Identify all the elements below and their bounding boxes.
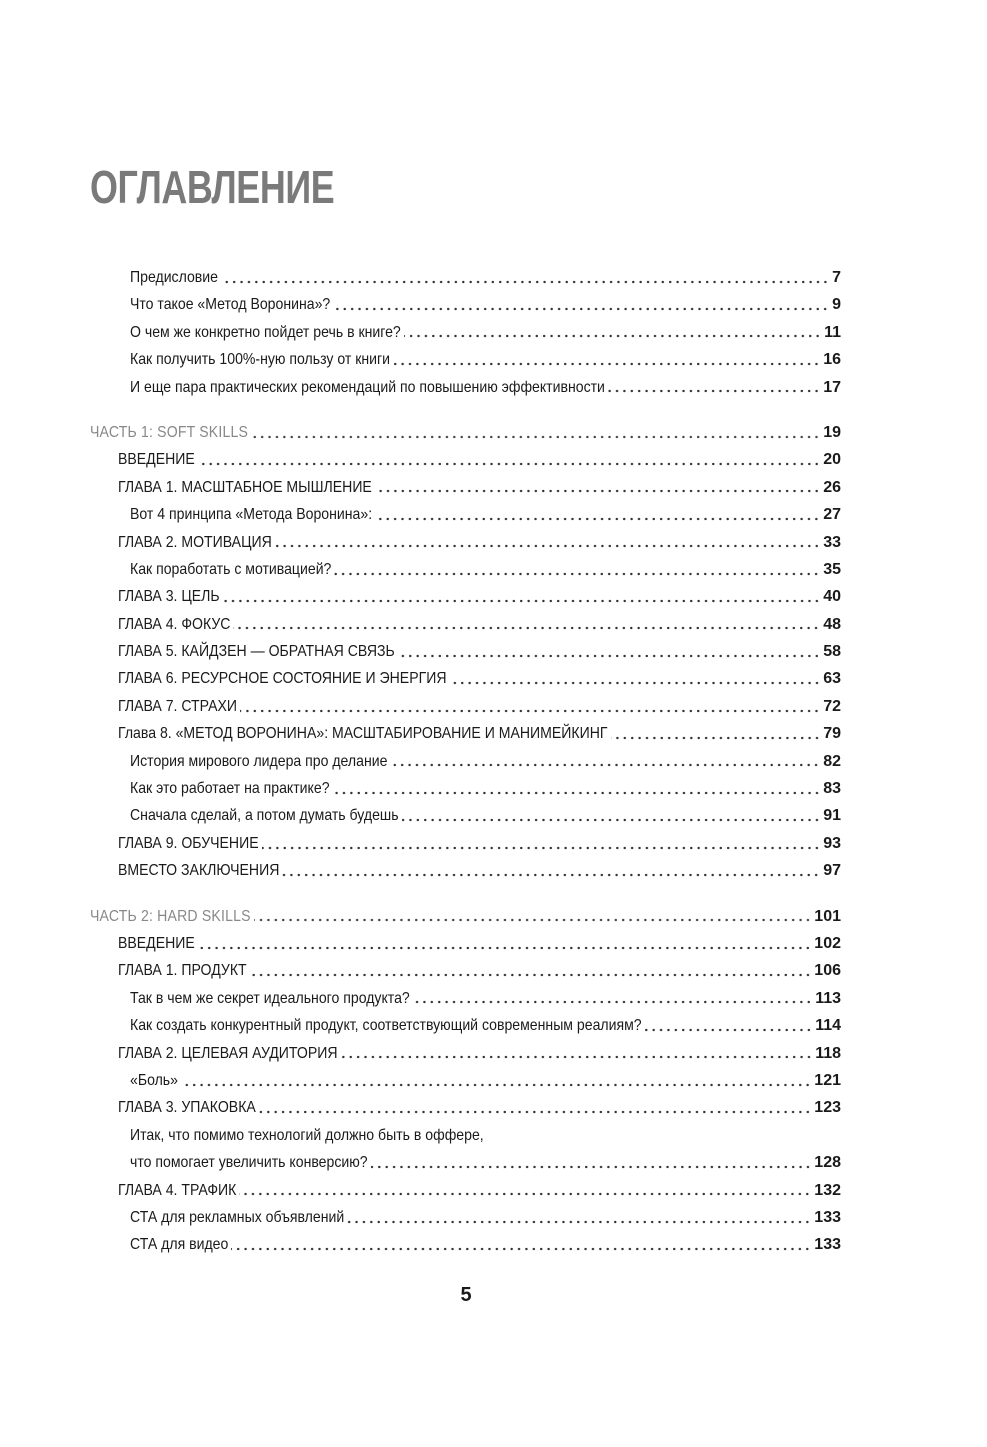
entry-title: ГЛАВА 4. ФОКУС bbox=[118, 615, 231, 633]
toc-entry[interactable] bbox=[90, 474, 841, 501]
toc-entry[interactable] bbox=[90, 583, 841, 610]
entry-page: 93 bbox=[823, 834, 841, 852]
entry-title: Как поработать с мотивацией? bbox=[130, 560, 332, 578]
toc-entry[interactable] bbox=[90, 930, 841, 957]
toc-entry[interactable] bbox=[90, 1094, 841, 1121]
entry-page: 83 bbox=[823, 780, 841, 798]
dot-leader bbox=[341, 1055, 813, 1059]
entry-title: Итак, что помимо технологий должно быть в оффере, bbox=[130, 1126, 484, 1144]
toc-entry[interactable] bbox=[90, 529, 841, 556]
toc-entry[interactable] bbox=[90, 446, 841, 473]
dot-leader bbox=[371, 1165, 812, 1169]
entry-title: О чем же конкретно пойдет речь в книге? bbox=[130, 323, 401, 341]
entry-page: 11 bbox=[824, 323, 841, 341]
dot-leader bbox=[250, 973, 812, 977]
entry-title: ЧАСТЬ 2: HARD SKILLS bbox=[90, 907, 251, 925]
dot-leader bbox=[198, 462, 820, 466]
dot-leader bbox=[611, 736, 821, 740]
entry-page: 63 bbox=[823, 670, 841, 688]
toc-entry[interactable] bbox=[90, 802, 841, 829]
entry-title: ГЛАВА 1. ПРОДУКТ bbox=[118, 962, 247, 980]
entry-page: 133 bbox=[814, 1236, 841, 1254]
dot-leader bbox=[198, 946, 812, 950]
dot-leader bbox=[375, 517, 820, 521]
page-title: ОГЛАВЛЕНИЕ bbox=[90, 161, 335, 213]
entry-title: СТА для видео bbox=[130, 1236, 229, 1254]
entry-page: 27 bbox=[823, 506, 841, 524]
entry-title: ГЛАВА 5. КАЙДЗЕН — ОБРАТНАЯ СВЯЗЬ bbox=[118, 643, 395, 661]
entry-page: 133 bbox=[814, 1208, 841, 1226]
entry-page: 97 bbox=[823, 862, 841, 880]
dot-leader bbox=[404, 334, 821, 338]
page-number: 5 bbox=[460, 1284, 472, 1306]
toc-part[interactable] bbox=[90, 903, 841, 930]
toc-entry[interactable] bbox=[90, 1040, 841, 1067]
entry-page: 48 bbox=[823, 615, 841, 633]
entry-title: ГЛАВА 9. ОБУЧЕНИЕ bbox=[118, 834, 259, 852]
entry-title: ВМЕСТО ЗАКЛЮЧЕНИЯ bbox=[118, 862, 280, 880]
entry-page: 118 bbox=[815, 1044, 841, 1062]
dot-leader bbox=[413, 1000, 812, 1004]
entry-title: Предисловие bbox=[130, 269, 218, 286]
toc-section bbox=[90, 264, 841, 401]
entry-title: ГЛАВА 6. РЕСУРСНОЕ СОСТОЯНИЕ И ЭНЕРГИЯ bbox=[118, 670, 447, 688]
entry-page: 58 bbox=[823, 643, 841, 661]
entry-page: 17 bbox=[823, 378, 841, 396]
entry-title-continuation: что помогает увеличить конверсию? bbox=[130, 1154, 368, 1172]
entry-title: Что такое «Метод Воронина»? bbox=[130, 296, 331, 314]
entry-title: Как получить 100%-ную пользу от книги bbox=[130, 351, 391, 369]
entry-page: 9 bbox=[832, 296, 841, 314]
entry-page: 7 bbox=[832, 269, 841, 286]
toc-part[interactable] bbox=[90, 419, 841, 446]
entry-page: 72 bbox=[823, 697, 841, 715]
dot-leader bbox=[390, 763, 820, 767]
toc-entry[interactable] bbox=[90, 611, 841, 638]
entry-page: 20 bbox=[823, 451, 841, 469]
dot-leader bbox=[333, 791, 821, 795]
toc-entry[interactable] bbox=[90, 665, 841, 692]
entry-title: ГЛАВА 2. МОТИВАЦИЯ bbox=[118, 533, 272, 551]
entry-title: И еще пара практических рекомендаций по повышению эффективности bbox=[130, 378, 605, 396]
entry-page: 123 bbox=[814, 1099, 841, 1117]
entry-page: 82 bbox=[823, 752, 841, 770]
dot-leader bbox=[393, 362, 820, 366]
entry-page: 113 bbox=[815, 989, 841, 1007]
entry-page: 35 bbox=[823, 560, 841, 578]
entry-page: 128 bbox=[814, 1154, 841, 1172]
toc-entry[interactable] bbox=[90, 1204, 841, 1231]
dot-leader bbox=[254, 918, 812, 922]
entry-title: Так в чем же секрет идеального продукта? bbox=[130, 989, 410, 1007]
entry-title: ВВЕДЕНИЕ bbox=[118, 934, 195, 952]
entry-title: «Боль» bbox=[130, 1071, 178, 1089]
entry-page: 79 bbox=[823, 725, 841, 743]
dot-leader bbox=[645, 1028, 813, 1032]
dot-leader bbox=[275, 544, 820, 548]
dot-leader bbox=[402, 818, 821, 822]
entry-title: Сначала сделай, а потом думать будешь bbox=[130, 807, 399, 825]
entry-page: 106 bbox=[814, 962, 841, 980]
entry-title: ГЛАВА 3. ЦЕЛЬ bbox=[118, 588, 220, 606]
entry-page: 33 bbox=[823, 533, 841, 551]
toc-entry[interactable] bbox=[90, 1067, 841, 1094]
dot-leader bbox=[181, 1083, 811, 1087]
dot-leader bbox=[223, 599, 821, 603]
dot-leader bbox=[608, 389, 820, 393]
toc-entry[interactable] bbox=[90, 1149, 841, 1176]
entry-page: 19 bbox=[823, 423, 841, 441]
entry-page: 101 bbox=[814, 907, 841, 925]
dot-leader bbox=[233, 626, 820, 630]
entry-page: 132 bbox=[814, 1181, 841, 1199]
toc-entry[interactable] bbox=[90, 985, 841, 1012]
toc-section bbox=[90, 419, 841, 885]
toc-entry[interactable] bbox=[90, 857, 841, 884]
entry-title: ГЛАВА 7. СТРАХИ bbox=[118, 697, 238, 715]
entry-title: Как это работает на практике? bbox=[130, 780, 330, 798]
entry-title: Глава 8. «МЕТОД ВОРОНИНА»: МАСШТАБИРОВАНИЕ И МАНИМЕЙКИНГ bbox=[118, 725, 608, 743]
toc-entry-line[interactable] bbox=[90, 1122, 841, 1149]
entry-page: 16 bbox=[823, 351, 841, 369]
toc-section bbox=[90, 903, 841, 1259]
entry-title: ГЛАВА 1. МАСШТАБНОЕ МЫШЛЕНИЕ bbox=[118, 478, 372, 496]
toc-entry[interactable] bbox=[90, 775, 841, 802]
dot-leader bbox=[347, 1220, 811, 1224]
toc-entry[interactable] bbox=[90, 374, 841, 401]
entry-title: Вот 4 принципа «Метода Воронина»: bbox=[130, 506, 373, 524]
dot-leader bbox=[375, 489, 820, 493]
toc-entry[interactable] bbox=[90, 291, 841, 318]
dot-leader bbox=[450, 681, 821, 685]
entry-title: История мирового лидера про делание bbox=[130, 752, 388, 770]
toc-entry[interactable] bbox=[90, 556, 841, 583]
toc-entry[interactable] bbox=[90, 346, 841, 373]
toc-entry[interactable] bbox=[90, 693, 841, 720]
entry-title: ГЛАВА 3. УПАКОВКА bbox=[118, 1099, 256, 1117]
dot-leader bbox=[259, 1110, 812, 1114]
entry-page: 114 bbox=[815, 1017, 841, 1035]
entry-title: Как создать конкурентный продукт, соответствующий современным реалиям? bbox=[130, 1017, 642, 1035]
toc-entry[interactable] bbox=[90, 1012, 841, 1039]
entry-title: ГЛАВА 2. ЦЕЛЕВАЯ АУДИТОРИЯ bbox=[118, 1044, 338, 1062]
toc-entry[interactable] bbox=[90, 748, 841, 775]
entry-page: 40 bbox=[823, 588, 841, 606]
toc-entry[interactable] bbox=[90, 638, 841, 665]
dot-leader bbox=[231, 1247, 811, 1251]
entry-title: СТА для рекламных объявлений bbox=[130, 1208, 345, 1226]
entry-page: 91 bbox=[823, 807, 841, 825]
entry-page: 121 bbox=[814, 1071, 841, 1089]
toc-entry[interactable] bbox=[90, 830, 841, 857]
entry-title: ВВЕДЕНИЕ bbox=[118, 451, 195, 469]
toc-entry[interactable] bbox=[90, 957, 841, 984]
dot-leader bbox=[221, 280, 829, 284]
dot-leader bbox=[251, 435, 820, 439]
dot-leader bbox=[239, 1192, 811, 1196]
toc-entry[interactable] bbox=[90, 1177, 841, 1204]
dot-leader bbox=[333, 307, 829, 311]
toc-entry[interactable] bbox=[90, 501, 841, 528]
dot-leader bbox=[262, 846, 821, 850]
toc-entry[interactable] bbox=[90, 720, 841, 747]
toc-entry[interactable] bbox=[90, 1231, 841, 1258]
dot-leader bbox=[282, 873, 820, 877]
toc-entry[interactable] bbox=[90, 319, 841, 346]
dot-leader bbox=[240, 709, 820, 713]
entry-title: ГЛАВА 4. ТРАФИК bbox=[118, 1181, 237, 1199]
entry-page: 102 bbox=[814, 934, 841, 952]
table-of-contents bbox=[90, 264, 841, 1277]
entry-page: 26 bbox=[823, 478, 841, 496]
entry-title: ЧАСТЬ 1: SOFT SKILLS bbox=[90, 423, 249, 441]
toc-entry[interactable] bbox=[90, 264, 841, 291]
dot-leader bbox=[398, 654, 820, 658]
dot-leader bbox=[334, 572, 820, 576]
